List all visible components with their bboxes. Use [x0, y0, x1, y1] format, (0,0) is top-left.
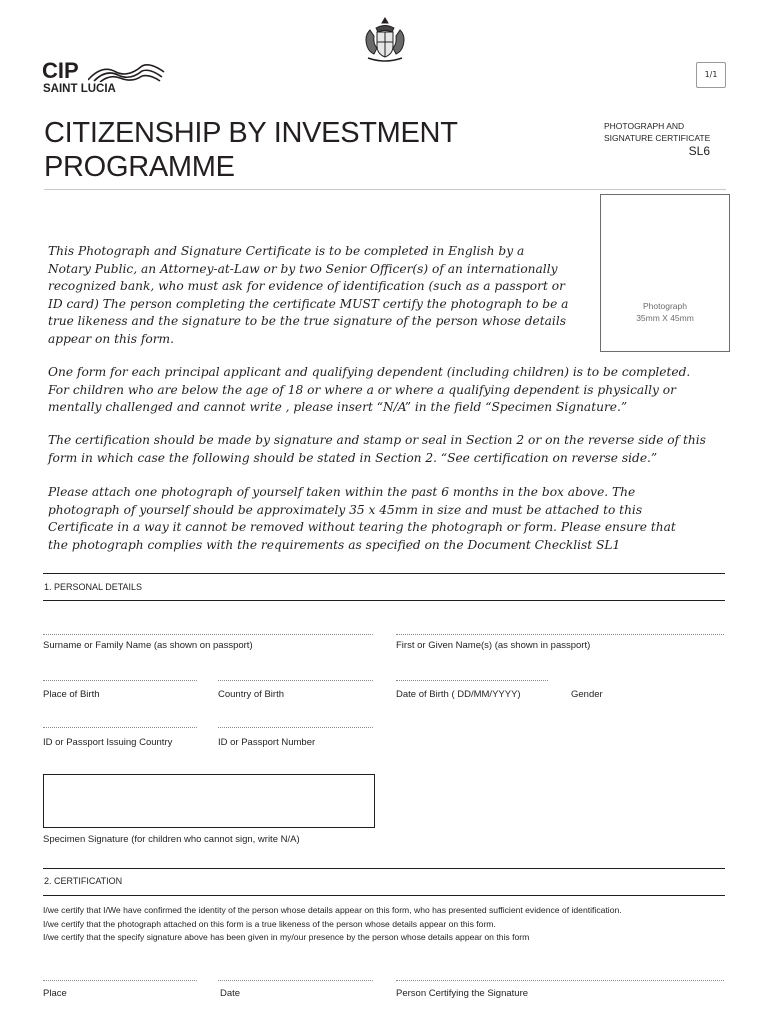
specimen-signature-box[interactable]: [43, 774, 375, 828]
instructions-paragraph-1: [48, 243, 588, 348]
instructions-paragraph-2: [48, 364, 728, 417]
certification-statement-2: I/we certify that the photograph attached on this form is a true likeness of the person whose details appear on this form.: [43, 919, 496, 929]
date-of-birth-label: Date of Birth ( DD/MM/YYYY): [396, 689, 521, 700]
issuing-country-input[interactable]: [43, 727, 197, 728]
gender-label: Gender: [571, 689, 603, 700]
photograph-caption: [600, 300, 730, 324]
surname-label: Surname or Family Name (as shown on passport): [43, 640, 253, 651]
certification-statement-1: I/we certify that I/We have confirmed the identity of the person whose details appear on this form, who has presented sufficient evidence of identification.: [43, 905, 622, 915]
text-line: photograph of yourself should be approximately 35 x 45mm in size and must be attached to this: [48, 502, 643, 517]
title-line-2: PROGRAMME: [44, 151, 235, 183]
date-label: Date: [220, 988, 241, 999]
section-2-top-rule: [43, 868, 725, 869]
text-line: appear on this form.: [48, 331, 174, 346]
section-1-bottom-rule: [43, 600, 725, 601]
issuing-country-label: ID or Passport Issuing Country: [43, 737, 173, 748]
text-line: Please attach one photograph of yourself taken within the past 6 months in the box above. The: [48, 485, 636, 499]
photograph-size: 35mm X 45mm: [636, 313, 694, 323]
given-name-label: First or Given Name(s) (as shown in passport): [396, 640, 591, 651]
date-input[interactable]: [218, 980, 373, 981]
text-line: For children who are below the age of 18 or where a or where a qualifying dependent is physically or: [48, 382, 676, 397]
place-input[interactable]: [43, 980, 197, 981]
place-label: Place: [43, 988, 67, 999]
photograph-box[interactable]: [600, 194, 730, 352]
instructions-paragraph-4: [48, 484, 728, 554]
place-of-birth-label: Place of Birth: [43, 689, 100, 700]
text-line: This Photograph and Signature Certificate is to be completed in English by a: [48, 244, 525, 258]
section-2-bottom-rule: [43, 895, 725, 896]
logo-waves-icon: [88, 62, 168, 82]
text-line: true likeness and the signature to be the true signature of the person whose details: [48, 314, 566, 328]
page-indicator: 1/1: [696, 62, 726, 88]
text-line: form in which case the following should be stated in Section 2. “See certification on reverse side.”: [48, 450, 658, 465]
country-of-birth-input[interactable]: [218, 680, 373, 681]
text-line: recognized bank, who must ask for evidence of identification (such as a passport or: [48, 279, 565, 293]
certifier-signature-input[interactable]: [396, 980, 724, 981]
certificate-label-line-1: PHOTOGRAPH AND: [604, 121, 685, 131]
logo-subtext: SAINT LUCIA: [43, 83, 116, 95]
specimen-signature-label: Specimen Signature (for children who cannot sign, write N/A): [43, 834, 300, 845]
header-divider: [44, 189, 726, 190]
certificate-label-line-2: SIGNATURE CERTIFICATE: [604, 133, 711, 143]
certificate-label: [604, 120, 724, 144]
place-of-birth-input[interactable]: [43, 680, 197, 681]
text-line: Notary Public, an Attorney-at-Law or by two Senior Officer(s) of an internationally: [48, 261, 558, 276]
section-1-heading: 1. PERSONAL DETAILS: [44, 582, 143, 592]
certifier-label: Person Certifying the Signature: [396, 988, 529, 999]
section-1-top-rule: [43, 573, 725, 574]
form-code: SL6: [688, 144, 710, 158]
text-line: The certification should be made by signature and stamp or seal in Section 2 or on the reverse side of this: [48, 433, 706, 447]
cip-saint-lucia-logo: [42, 60, 172, 100]
page-title: [44, 116, 504, 184]
logo-text: CIP: [42, 58, 79, 83]
title-line-1: CITIZENSHIP BY INVESTMENT: [44, 117, 458, 149]
text-line: ID card) The person completing the certificate MUST certify the photograph to be a: [48, 296, 569, 311]
given-name-input[interactable]: [396, 634, 724, 635]
text-line: Certificate in a way it cannot be removed without tearing the photograph or form. Please ensure that: [48, 520, 676, 534]
text-line: mentally challenged and cannot write , please insert “N/A” in the field “Specimen Signature.”: [48, 400, 628, 414]
date-of-birth-input[interactable]: [396, 680, 548, 681]
text-line: One form for each principal applicant and qualifying dependent (including children) is to be completed.: [48, 365, 691, 379]
passport-number-input[interactable]: [218, 727, 373, 728]
text-line: the photograph complies with the requirements as specified on the Document Checklist SL1: [48, 537, 621, 552]
certification-statement-3: I/we certify that the specify signature above has been given in my/our presence by the person whose details appear on this form: [43, 932, 530, 942]
country-of-birth-label: Country of Birth: [218, 689, 284, 700]
surname-input[interactable]: [43, 634, 373, 635]
section-2-heading: 2. CERTIFICATION: [44, 876, 123, 886]
instructions-paragraph-3: [48, 432, 728, 467]
coat-of-arms-icon: [358, 16, 412, 64]
passport-number-label: ID or Passport Number: [218, 737, 316, 748]
photograph-label: Photograph: [643, 301, 687, 311]
